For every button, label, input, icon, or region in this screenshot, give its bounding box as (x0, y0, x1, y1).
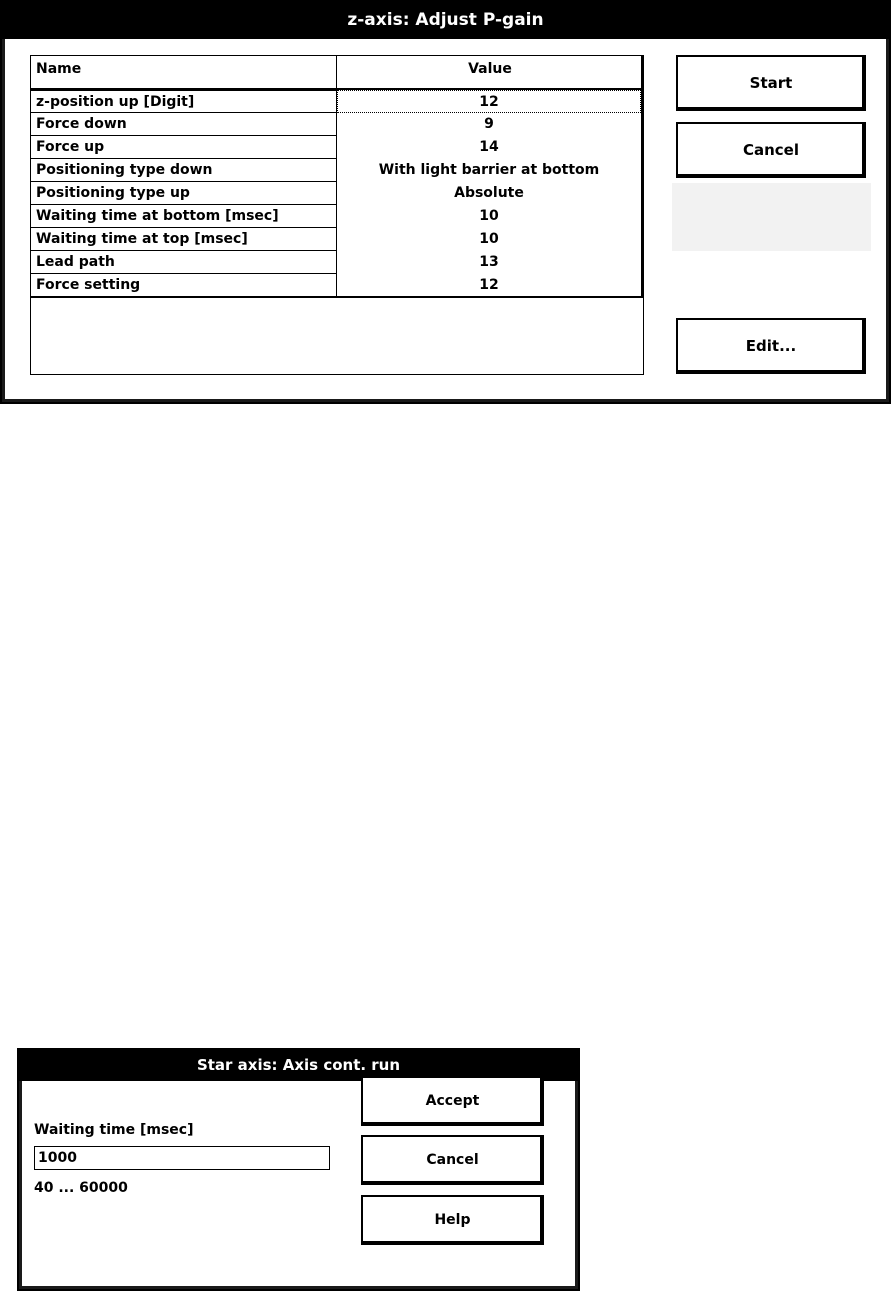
waiting-time-label: Waiting time [msec] (34, 1122, 194, 1138)
row-name: Positioning type up (31, 182, 336, 205)
row-name: Lead path (31, 251, 336, 274)
row-name: Force down (31, 113, 336, 136)
column-header-value[interactable]: Value (468, 61, 512, 77)
waiting-time-input[interactable] (34, 1146, 330, 1170)
table-row[interactable] (31, 159, 643, 182)
table-bottom-border (31, 296, 643, 298)
row-value: 10 (479, 231, 499, 247)
parameter-table (30, 55, 644, 375)
table-right-border (641, 56, 643, 298)
table-row[interactable] (31, 251, 643, 274)
dialog-title: z-axis: Adjust P-gain (2, 2, 889, 39)
row-name: z-position up [Digit] (31, 90, 336, 113)
row-value: 9 (484, 116, 494, 132)
valid-range-text: 40 ... 60000 (34, 1180, 128, 1196)
empty-panel (672, 183, 871, 251)
row-value: 12 (337, 90, 641, 113)
help-button[interactable]: Help (361, 1195, 544, 1245)
row-value: 10 (479, 208, 499, 224)
start-button[interactable]: Start (676, 55, 866, 111)
accept-button[interactable]: Accept (361, 1076, 544, 1126)
row-name: Waiting time at bottom [msec] (31, 205, 336, 228)
row-value: 12 (479, 277, 499, 293)
row-name: Positioning type down (31, 159, 336, 182)
table-row[interactable] (31, 274, 643, 297)
cancel-button[interactable]: Cancel (676, 122, 866, 178)
column-divider (336, 56, 337, 298)
row-name: Force setting (36, 277, 141, 293)
table-header (31, 56, 643, 90)
row-value: Absolute (454, 185, 524, 201)
dialog-title: Star axis: Axis cont. run (19, 1050, 578, 1081)
row-value: 14 (479, 139, 499, 155)
row-name: Waiting time at top [msec] (31, 228, 336, 251)
cancel-button[interactable]: Cancel (361, 1135, 544, 1185)
row-value: 13 (479, 254, 499, 270)
table-row[interactable] (31, 228, 643, 251)
table-row[interactable] (31, 90, 643, 113)
table-row[interactable] (31, 205, 643, 228)
adjust-p-gain-dialog (0, 0, 891, 404)
table-row[interactable] (31, 113, 643, 136)
row-value: With light barrier at bottom (378, 162, 600, 178)
edit-button[interactable]: Edit... (676, 318, 866, 374)
column-header-name[interactable]: Name (36, 61, 82, 77)
row-name: Force up (31, 136, 336, 159)
table-row[interactable] (31, 182, 643, 205)
table-row[interactable] (31, 136, 643, 159)
